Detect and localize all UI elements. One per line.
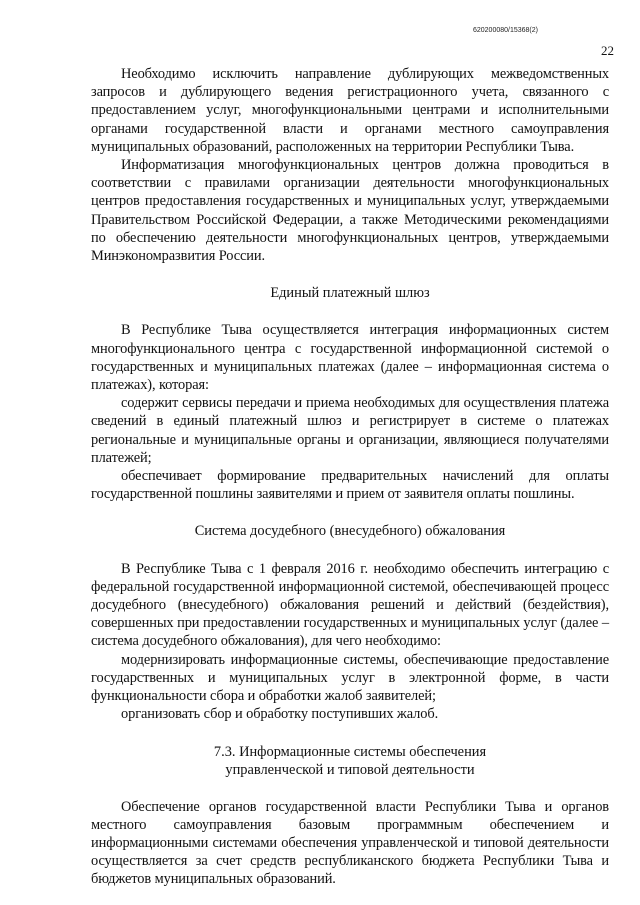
document-body <box>91 65 609 889</box>
subsection-heading <box>91 743 609 779</box>
paragraph: Необходимо исключить направление дублирующих межведомственных запросов и дублирующего ведения регистрационного учета, связанного с предоставлением услуг, многофункциональными центрами и исполнительными органами государственной власти и органами местного самоуправления муниципальных образований, расположенных на территории Республики Тыва. <box>91 66 609 155</box>
section-heading: Система досудебного (внесудебного) обжалования <box>194 523 506 540</box>
list-item: модернизировать информационные системы, обеспечивающие предоставление государственных и муниципальных услуг в электронной форме, в части функциональности сбора и обработки жалоб заявителей; <box>91 651 609 705</box>
document-code: 620200080/15368(2) <box>472 27 538 34</box>
list-item: содержит сервисы передачи и приема необходимых для осуществления платежа сведений в единый платежный шлюз и регистрирует в системе о платежах региональные и муниципальные органы и организации, являющиеся получателями платежей; <box>91 395 609 466</box>
list-item: организовать сбор и обработку поступивших жалоб. <box>121 706 439 723</box>
paragraph: Информатизация многофункциональных центров должна проводиться в соответствии с правилами организации деятельности многофункциональных центров предоставления государственных и муниципальных услуг, утверждаемыми Правительством Российской Федерации, а также Методическими рекомендациями по обеспечению деятельности многофункциональных центров, утверждаемыми Минэкономразвития России. <box>91 157 609 265</box>
paragraph: В Республике Тыва с 1 февраля 2016 г. необходимо обеспечить интеграцию с федеральной государственной информационной системой, обеспечивающей процесс досудебного (внесудебного) обжалования решений и действий (бездействия), совершенных при предоставлении государственных и муниципальных услуг (далее – система досудебного обжалования), для чего необходимо: <box>91 560 609 650</box>
subsection-heading-line: 7.3. Информационные системы обеспечения <box>213 743 487 760</box>
section-heading: Единый платежный шлюз <box>270 285 430 302</box>
paragraph: В Республике Тыва осуществляется интеграция информационных систем многофункционального центра с государственной информационной системой о государственных и муниципальных платежах (далее – информационная система о платежах), которая: <box>91 322 609 394</box>
paragraph: Обеспечение органов государственной власти Республики Тыва и органов местного самоуправления базовым программным обеспечением и информационными системами обеспечения управленческой и типовой деятельности осуществляется за счет средств республиканского бюджета Республики Тыва и бюджетов муниципальных образований. <box>91 798 609 888</box>
page-number: 22 <box>601 43 614 58</box>
subsection-heading-line: управленческой и типовой деятельности <box>225 761 475 778</box>
list-item: обеспечивает формирование предварительных начислений для оплаты государственной пошлины заявителями и прием от заявителя оплаты пошлины. <box>91 468 609 503</box>
